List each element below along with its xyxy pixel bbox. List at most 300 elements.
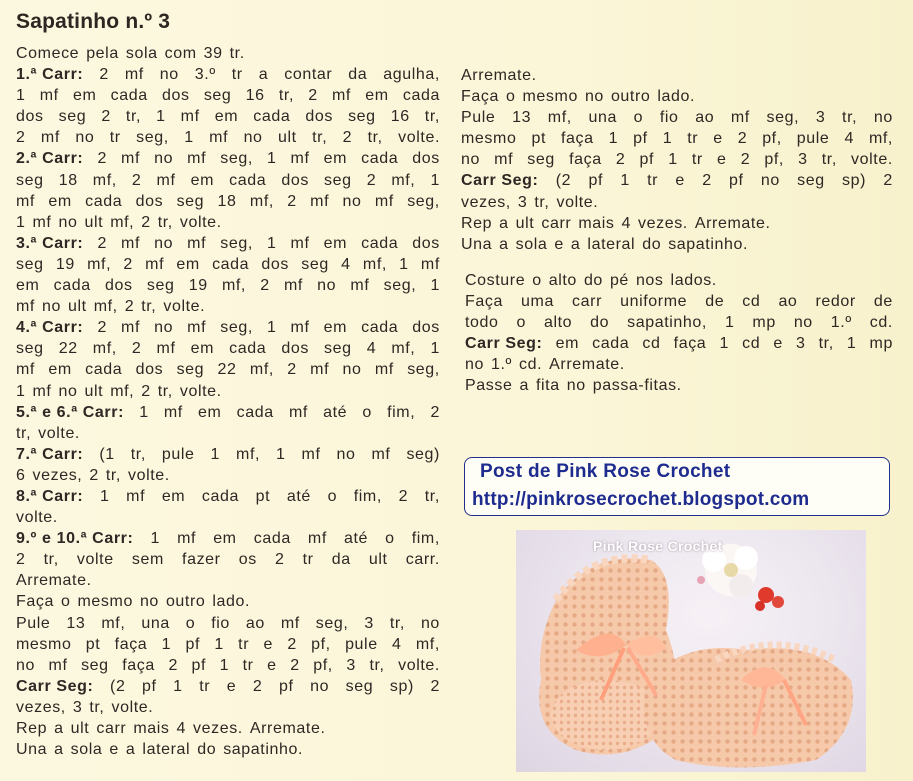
instruction-line xyxy=(16,570,440,591)
instruction-line xyxy=(16,85,440,106)
instruction-word: 1.º xyxy=(491,356,512,374)
instruction-word: 1 xyxy=(608,130,619,148)
instruction-word: em xyxy=(48,361,72,379)
instruction-word: 13 xyxy=(512,109,532,127)
instruction-word: mf xyxy=(187,319,207,337)
instruction-word: outro xyxy=(165,593,206,611)
instruction-word: 6 xyxy=(16,466,26,484)
instruction-word: mesmo xyxy=(522,88,578,106)
instruction-word: Passe xyxy=(465,377,513,395)
instruction-word: seg xyxy=(58,108,87,126)
instruction-word: 1 xyxy=(173,677,183,695)
instruction-word: a xyxy=(125,741,136,759)
instruction-word: no xyxy=(41,298,61,316)
instruction-word: cada xyxy=(85,361,123,379)
instruction-word: cd xyxy=(742,335,761,353)
instruction-word: de xyxy=(705,293,725,311)
instruction-word: tr xyxy=(302,551,314,569)
instruction-word: cada xyxy=(212,255,250,273)
instruction-word: mf, xyxy=(362,255,387,273)
instruction-word: tr, xyxy=(141,298,157,316)
instruction-word: 2 xyxy=(131,171,142,189)
instruction-word: seg xyxy=(527,151,555,169)
instruction-word: uniforme xyxy=(620,293,688,311)
instruction-word: (2 xyxy=(555,172,572,190)
instruction-word: pf xyxy=(588,172,604,190)
instruction-word: mf xyxy=(187,234,207,252)
instruction-word: pt xyxy=(531,130,546,148)
booties-photo xyxy=(516,530,866,772)
instruction-line xyxy=(16,697,440,718)
instruction-word: mf xyxy=(371,445,391,463)
instruction-word: pt xyxy=(255,487,271,505)
instruction-word: seg, xyxy=(136,129,169,147)
instruction-word: mais xyxy=(133,720,170,737)
instruction-word: 1 xyxy=(668,151,678,169)
instruction-word: cada xyxy=(110,87,148,105)
instruction-word: vezes. xyxy=(193,720,243,737)
instruction-word: 2 xyxy=(99,66,109,84)
instruction-word: Arremate. xyxy=(461,67,537,84)
instruction-line xyxy=(16,486,440,507)
instruction-word: mf xyxy=(288,403,308,421)
instruction-word: ao xyxy=(695,109,715,127)
instruction-word: 1 xyxy=(214,635,224,653)
instruction-word: com xyxy=(164,45,197,62)
instruction-word: volte xyxy=(76,551,114,569)
instruction-word: mf xyxy=(310,361,330,379)
instruction-word: pf, xyxy=(762,130,782,148)
instruction-word: 1 xyxy=(719,335,729,353)
row-label: 8.ª Carr: xyxy=(16,487,84,505)
row-label: Carr Seg: xyxy=(16,677,94,695)
instruction-line xyxy=(16,591,440,612)
instruction-word: seg xyxy=(301,255,329,273)
instruction-word: 1 xyxy=(184,129,194,147)
instruction-word: mf xyxy=(32,382,52,400)
instruction-word: e xyxy=(713,130,723,148)
instruction-word: lateral xyxy=(587,235,636,253)
instruction-word: volte. xyxy=(111,698,154,716)
blog-url: http://pinkrosecrochet.blogspot.com xyxy=(472,489,810,510)
instruction-word: mf xyxy=(350,277,370,295)
instruction-word: em xyxy=(555,335,580,353)
instruction-word: até xyxy=(344,530,369,548)
instruction-word: fio xyxy=(211,614,230,632)
instruction-word: 2 xyxy=(430,403,440,421)
instruction-word: lado. xyxy=(212,593,251,611)
instruction-word: seg xyxy=(16,255,44,273)
instruction-word: no xyxy=(16,656,35,674)
instruction-word: fazer xyxy=(182,551,221,569)
instruction-word: no xyxy=(793,314,813,332)
instruction-word: seg xyxy=(345,677,374,695)
instruction-line xyxy=(16,338,440,359)
instruction-word: dos xyxy=(412,150,440,168)
instruction-word: mf xyxy=(121,150,140,168)
instruction-word: 2 xyxy=(131,340,142,358)
instruction-word: seg xyxy=(324,171,352,189)
instruction-word: seg, xyxy=(220,319,253,337)
instruction-word: mf xyxy=(374,361,394,379)
instruction-word: mp xyxy=(752,314,776,332)
instruction-word: cada xyxy=(361,319,399,337)
instruction-word: volte. xyxy=(127,466,170,484)
instruction-line xyxy=(465,354,893,375)
instruction-word: pf, xyxy=(764,151,784,169)
instruction-line xyxy=(16,106,440,127)
instruction-word: 1 xyxy=(16,87,26,105)
instruction-word: mf xyxy=(332,87,351,105)
instruction-word: tr, xyxy=(312,129,328,147)
instruction-word: no xyxy=(873,109,893,127)
instruction-word: Arremate. xyxy=(694,214,771,232)
instruction-word: no xyxy=(342,192,362,210)
instruction-word: e xyxy=(773,335,783,353)
instruction-word: carr xyxy=(572,293,603,311)
instruction-word: 4 xyxy=(392,635,402,653)
instruction-word: lados. xyxy=(670,272,717,289)
instruction-word: mf xyxy=(180,108,200,126)
instruction-line xyxy=(16,423,440,444)
instruction-word: tr xyxy=(687,130,699,148)
instruction-word: mf, xyxy=(92,340,117,358)
instruction-word: 2 xyxy=(123,255,133,273)
instruction-word: no xyxy=(139,593,159,611)
instruction-word: dos xyxy=(412,319,440,337)
instruction-word: seg xyxy=(16,171,44,189)
row-label: 4.ª Carr: xyxy=(16,319,84,337)
instruction-word: seg xyxy=(348,108,376,126)
instruction-word: em xyxy=(190,340,215,358)
instruction-word: fita xyxy=(535,377,560,395)
instruction-word: seg, xyxy=(407,361,440,379)
instruction-word: tr xyxy=(238,635,250,653)
instruction-word: 39 xyxy=(203,45,223,62)
instruction-word: dos xyxy=(281,340,309,358)
instruction-line xyxy=(16,381,440,402)
page-title: Sapatinho n.º 3 xyxy=(16,10,171,33)
instruction-word: o xyxy=(185,614,196,632)
instruction-word: sola xyxy=(70,741,103,759)
instruction-word: seg) xyxy=(406,445,440,463)
instruction-word: mf, xyxy=(391,340,416,358)
instruction-word: cada xyxy=(402,87,440,105)
instruction-word: mf, xyxy=(87,255,112,273)
instruction-word: o xyxy=(362,403,372,421)
row-label: 7.ª Carr: xyxy=(16,445,84,463)
instruction-word: tr, xyxy=(389,614,405,632)
row-label: 9.º e 10.ª Carr: xyxy=(16,530,134,548)
instruction-word: em xyxy=(365,87,389,105)
instruction-word: no xyxy=(336,445,356,463)
instruction-word: no xyxy=(154,150,174,168)
instruction-word: 2 xyxy=(883,172,893,190)
instruction-word: da xyxy=(331,551,351,569)
instruction-word: cd. xyxy=(869,314,893,332)
instruction-word: mf, xyxy=(93,298,118,316)
instruction-word: no xyxy=(584,88,604,106)
instruction-word: seg xyxy=(797,172,825,190)
instruction-word: 2 xyxy=(252,677,263,695)
instruction-word: cada xyxy=(253,108,291,126)
instruction-word: em xyxy=(198,403,222,421)
instruction-word: 2 xyxy=(308,87,318,105)
instruction-word: fim, xyxy=(353,487,382,505)
instruction-word: volte. xyxy=(398,656,440,674)
instruction-word: mf, xyxy=(415,635,440,653)
instruction-line xyxy=(16,212,440,233)
instruction-word: e xyxy=(267,656,277,674)
instruction-word: no xyxy=(461,151,480,169)
instruction-line xyxy=(461,170,893,191)
instruction-word: e xyxy=(109,741,119,759)
instruction-word: volte. xyxy=(163,298,206,316)
instruction-word: em xyxy=(176,255,200,273)
instruction-word: ult xyxy=(67,298,87,316)
instruction-word: 2 xyxy=(287,635,297,653)
instruction-word: no xyxy=(310,677,330,695)
instruction-word: 4 xyxy=(341,255,351,273)
instruction-word: passa-fitas. xyxy=(592,377,682,395)
instruction-word: tr, xyxy=(89,698,105,716)
instruction-word: fim, xyxy=(411,530,440,548)
instruction-word: em xyxy=(48,192,72,210)
instruction-word: tr, xyxy=(842,109,858,127)
instruction-word: 2 xyxy=(287,361,297,379)
instruction-word: e xyxy=(717,151,727,169)
instruction-word: ult xyxy=(84,213,104,231)
instruction-word: 1 xyxy=(150,530,161,548)
instruction-word: pé xyxy=(609,272,629,289)
instruction-word: seg xyxy=(203,87,232,105)
instruction-line xyxy=(465,333,893,354)
instruction-line xyxy=(16,317,440,338)
instruction-word: 2 xyxy=(168,656,178,674)
instruction-word: cada xyxy=(592,335,630,353)
instruction-word: 1 xyxy=(16,382,26,400)
instruction-word: no xyxy=(58,382,78,400)
instructions-right-column xyxy=(461,65,893,255)
instruction-word: mf, xyxy=(868,130,893,148)
instruction-word: ao xyxy=(778,293,798,311)
instruction-word: no xyxy=(566,377,586,395)
instruction-word: tr, xyxy=(43,551,59,569)
instruction-word: cada xyxy=(236,403,274,421)
instruction-word: 1 xyxy=(724,314,735,332)
instruction-word: do xyxy=(197,741,217,759)
instruction-word: uma xyxy=(521,293,554,311)
instruction-word: o xyxy=(516,314,527,332)
instruction-word: no xyxy=(75,129,95,147)
instruction-word: nos xyxy=(635,272,664,289)
instruction-word: faça xyxy=(673,335,707,353)
instruction-word: tr, xyxy=(534,193,550,211)
instruction-word: mf xyxy=(39,87,59,105)
instruction-word: pf xyxy=(185,635,201,653)
instruction-line xyxy=(16,507,440,528)
instruction-word: volte. xyxy=(179,213,222,231)
instruction-word: seg xyxy=(176,192,205,210)
instruction-word: Arremate. xyxy=(16,572,92,590)
instruction-word: dos xyxy=(105,277,133,295)
instruction-word: pf xyxy=(191,656,207,674)
instruction-word: 1 xyxy=(266,319,277,337)
instruction-word: mf, xyxy=(101,614,126,632)
instruction-word: 2 xyxy=(737,130,748,148)
instruction-line xyxy=(16,170,440,191)
instruction-word: mesmo xyxy=(77,593,133,611)
instruction-word: faça xyxy=(122,656,155,674)
instruction-word: 1.º xyxy=(830,314,852,332)
instruction-word: 2 xyxy=(97,319,107,337)
instruction-word: ult xyxy=(515,214,535,232)
instruction-word: cada xyxy=(229,171,267,189)
instruction-word: (2 xyxy=(110,677,126,695)
row-label: 1.ª Carr: xyxy=(16,66,84,84)
instruction-word: dos xyxy=(135,192,164,210)
instruction-word: 3 xyxy=(364,614,374,632)
instruction-word: Arremate. xyxy=(549,356,625,374)
instruction-word: 2 xyxy=(16,551,26,569)
instruction-word: 19 xyxy=(55,255,75,273)
instruction-line xyxy=(16,148,440,169)
instruction-word: 2 xyxy=(97,234,107,252)
instruction-word: em xyxy=(323,234,348,252)
instruction-word: 3 xyxy=(798,151,808,169)
instruction-word: mf xyxy=(121,234,140,252)
instruction-word: 2 xyxy=(342,129,353,147)
instruction-word: 1 xyxy=(430,340,440,358)
instruction-word: mf xyxy=(48,656,68,674)
instruction-word: 1 xyxy=(100,487,110,505)
instruction-word: (1 xyxy=(99,445,115,463)
instruction-word: 3 xyxy=(346,656,356,674)
instruction-word: mf xyxy=(145,255,165,273)
instruction-word: 22 xyxy=(217,361,237,379)
instruction-word: mf xyxy=(163,403,183,421)
instruction-word: a xyxy=(499,235,509,253)
instruction-word: agulha, xyxy=(383,66,440,84)
instruction-word: tr, xyxy=(278,87,295,105)
instruction-word: 13 xyxy=(66,614,86,632)
instruction-word: tr xyxy=(231,66,243,84)
instruction-word: pf xyxy=(639,151,655,169)
instruction-word: 1 xyxy=(266,150,277,168)
instruction-word: Faça xyxy=(461,88,499,106)
instruction-word: mf xyxy=(156,171,176,189)
instruction-word: a xyxy=(570,235,581,253)
instruction-word: lado. xyxy=(657,88,696,106)
instruction-word: mais xyxy=(578,214,615,232)
instruction-word: sem xyxy=(131,551,164,569)
instruction-word: sp) xyxy=(842,172,867,190)
instruction-word: mf, xyxy=(249,361,274,379)
instruction-word: mf xyxy=(290,319,310,337)
instruction-word: una xyxy=(588,109,617,127)
instruction-line xyxy=(461,213,893,234)
instruction-word: no xyxy=(243,129,263,147)
instruction-word: cada xyxy=(361,150,399,168)
instruction-line xyxy=(16,296,440,317)
instruction-word: o xyxy=(532,272,542,289)
instruction-word: 2 xyxy=(260,277,270,295)
instruction-word: lateral xyxy=(142,741,191,759)
instruction-word: seg xyxy=(324,340,352,358)
instruction-word: mf xyxy=(16,298,35,316)
instruction-word: 3 xyxy=(517,193,528,211)
instruction-word: 2 xyxy=(287,192,297,210)
instruction-word: seg, xyxy=(383,277,417,295)
instruction-word: pule xyxy=(345,635,378,653)
instruction-line xyxy=(16,613,440,634)
instruction-word: mf xyxy=(16,192,35,210)
instruction-word: mf xyxy=(16,361,35,379)
instruction-line xyxy=(465,270,893,291)
instruction-word: vezes, xyxy=(32,466,83,484)
instruction-word: no xyxy=(465,356,484,374)
instruction-word: sapatinho. xyxy=(223,741,304,759)
instruction-word: cada xyxy=(85,192,123,210)
instruction-word: pf xyxy=(142,677,157,695)
instruction-word: mp xyxy=(869,335,893,353)
instruction-word: tr, xyxy=(367,129,383,147)
instruction-word: mf xyxy=(301,445,321,463)
instruction-word: tr xyxy=(647,172,659,190)
instruction-word: 1 xyxy=(620,172,630,190)
instruction-word: mf xyxy=(310,192,330,210)
instruction-word: volte. xyxy=(16,509,58,527)
instruction-word: mf xyxy=(40,129,60,147)
instruction-word: mf, xyxy=(236,445,261,463)
instruction-word: em xyxy=(161,487,186,505)
instruction-word: cd xyxy=(742,293,761,311)
instruction-line xyxy=(16,634,440,655)
instruction-line xyxy=(16,127,440,148)
instruction-word: mf xyxy=(126,487,146,505)
instruction-word: mf xyxy=(494,151,514,169)
instruction-word: tr, xyxy=(157,213,173,231)
instruction-word: 3.º xyxy=(194,66,216,84)
instruction-line xyxy=(461,65,893,86)
instruction-word: do xyxy=(642,235,662,253)
instruction-word: do xyxy=(590,314,610,332)
instruction-line xyxy=(461,192,893,213)
instruction-word: 1 xyxy=(156,108,166,126)
instruction-line xyxy=(16,549,440,570)
post-credit-title: Post de Pink Rose Crochet xyxy=(480,461,731,482)
instruction-word: 2 xyxy=(141,213,151,231)
instruction-word: mf xyxy=(290,150,310,168)
row-label: 5.ª e 6.ª Carr: xyxy=(16,403,124,421)
instruction-word: carr xyxy=(96,720,127,737)
instruction-word: tr, xyxy=(130,445,146,463)
row-label: Carr Seg: xyxy=(465,335,543,353)
instruction-line xyxy=(461,234,893,255)
instruction-word: 16 xyxy=(245,87,265,105)
instruction-word: dos xyxy=(261,255,290,273)
instruction-word: dos xyxy=(135,361,164,379)
instruction-line xyxy=(461,86,893,107)
instruction-line xyxy=(16,444,440,465)
instruction-word: sapatinho. xyxy=(668,235,749,253)
photo-caption: Pink Rose Crochet xyxy=(593,538,723,554)
instruction-word: fim, xyxy=(387,403,416,421)
instruction-word: seg xyxy=(146,277,175,295)
instruction-word: 1 xyxy=(662,130,673,148)
instruction-word: 19 xyxy=(188,277,208,295)
instruction-word: mf xyxy=(209,129,229,147)
